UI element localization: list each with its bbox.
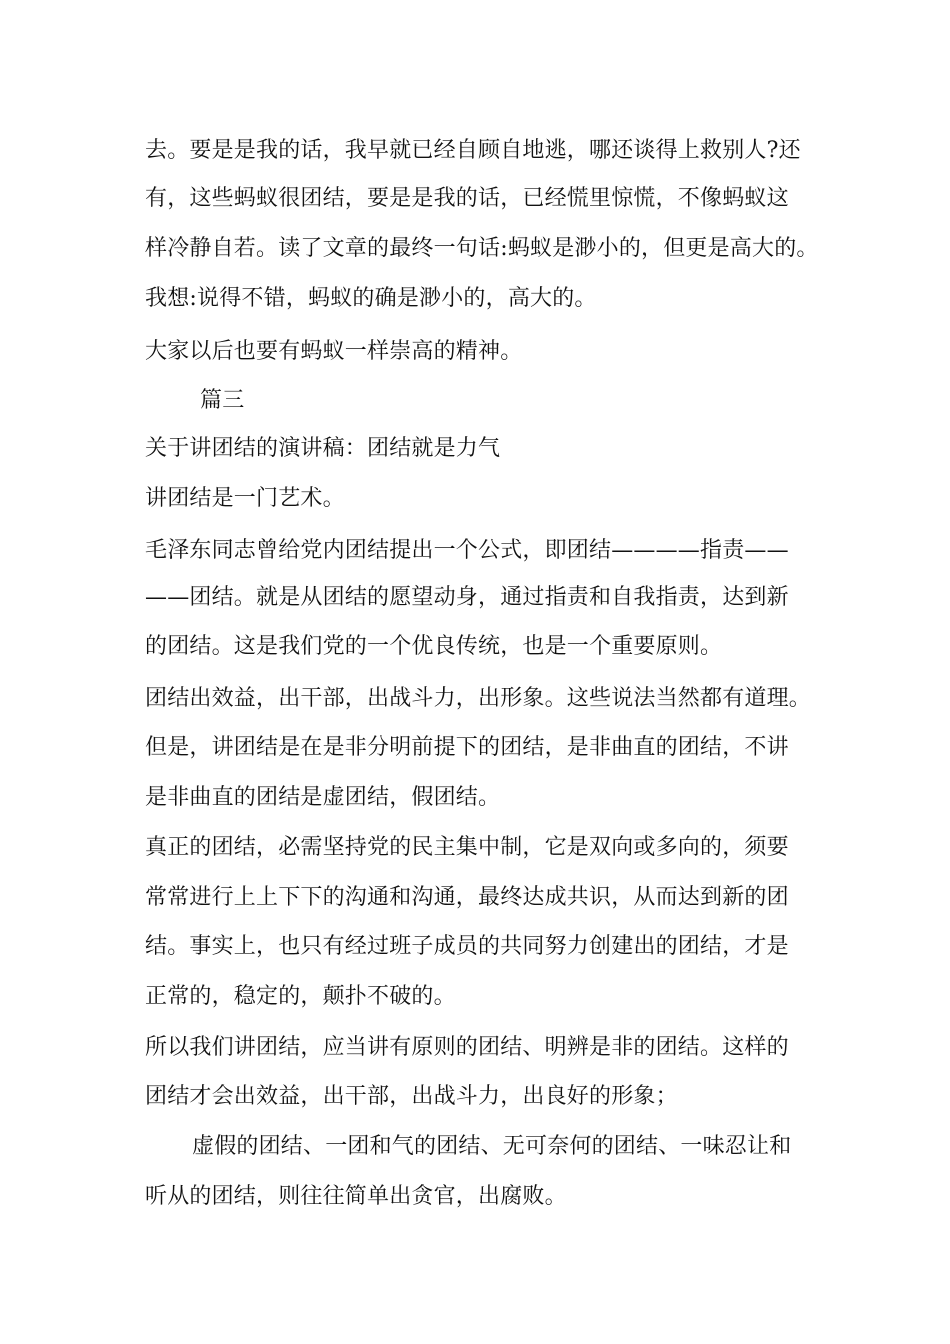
text-line: 虚假的团结、一团和气的团结、无可奈何的团结、一味忍让和 — [192, 1134, 792, 1159]
text-line: 结。事实上，也只有经过班子成员的共同努力创建出的团结，才是 — [145, 934, 789, 959]
text-line: 听从的团结，则往往简单出贪官，出腐败。 — [145, 1184, 567, 1209]
text-line: 真正的团结，必需坚持党的民主集中制，它是双向或多向的，须要 — [145, 835, 789, 860]
text-line: 样冷静自若。读了文章的最终一句话:蚂蚁是渺小的，但更是高大的。 — [145, 236, 819, 261]
text-line: 有，这些蚂蚁很团结，要是是我的话，已经慌里惊慌，不像蚂蚁这 — [145, 186, 789, 211]
text-line: 的团结。这是我们党的一个优良传统，也是一个重要原则。 — [145, 634, 723, 659]
text-line: 是非曲直的团结是虚团结，假团结。 — [145, 785, 501, 810]
section-heading: 篇三 — [200, 388, 245, 413]
text-line: 大家以后也要有蚂蚁一样崇高的精神。 — [145, 339, 523, 364]
text-line: 团结出效益，出干部，出战斗力，出形象。这些说法当然都有道理。 — [145, 686, 812, 711]
speech-title: 关于讲团结的演讲稿：团结就是力气 — [145, 436, 501, 461]
text-line: 常常进行上上下下的沟通和沟通，最终达成共识，从而达到新的团 — [145, 885, 789, 910]
text-line: 但是，讲团结是在是非分明前提下的团结，是非曲直的团结，不讲 — [145, 735, 789, 760]
text-line: 我想:说得不错，蚂蚁的确是渺小的，高大的。 — [145, 286, 597, 311]
text-line: 团结才会出效益，出干部，出战斗力，出良好的形象； — [145, 1084, 678, 1109]
text-line: 所以我们讲团结，应当讲有原则的团结、明辨是非的团结。这样的 — [145, 1035, 789, 1060]
text-line: 毛泽东同志曾给党内团结提出一个公式，即团结————指责—— — [145, 538, 789, 563]
text-line: 讲团结是一门艺术。 — [145, 486, 345, 511]
text-line: 去。要是是我的话，我早就已经自顾自地逃，哪还谈得上救别人?还 — [145, 138, 801, 163]
text-line: 正常的，稳定的，颠扑不破的。 — [145, 984, 456, 1009]
text-line: ——团结。就是从团结的愿望动身，通过指责和自我指责，达到新 — [145, 585, 789, 610]
